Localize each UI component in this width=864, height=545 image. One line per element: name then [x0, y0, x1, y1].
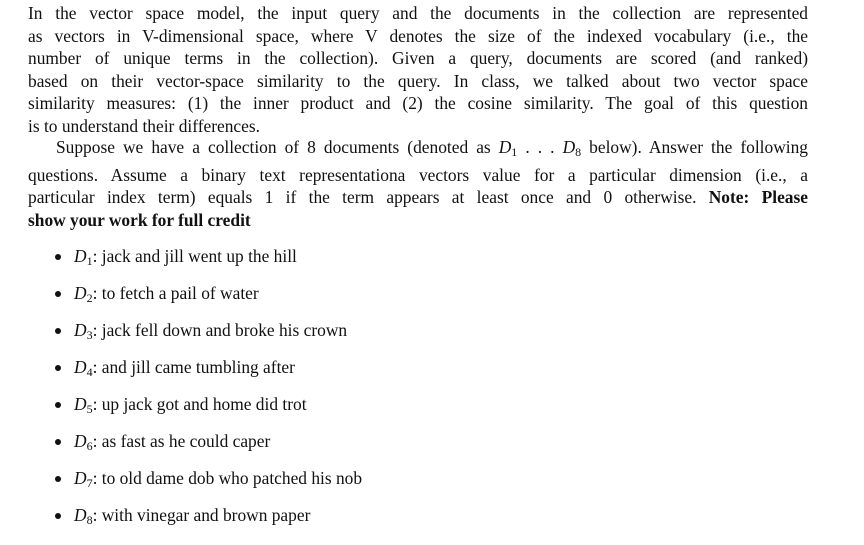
instructions-line — [28, 186, 808, 209]
bullet-icon — [55, 365, 61, 371]
doc-content: : with vinegar and brown paper — [92, 505, 311, 525]
intro-paragraph — [28, 2, 808, 138]
instructions-line — [28, 136, 808, 164]
intro-line: as vectors in V-dimensional space, where V denotes the size of the indexed vocabulary (i.e., the — [28, 25, 808, 46]
doc-content: : to old dame dob who patched his nob — [92, 468, 363, 488]
instructions-line: questions. Assume a binary text representationa vectors value for a particular dimension (i.e., a — [28, 164, 808, 185]
instructions-paragraph — [28, 136, 808, 231]
instructions-text: particular index term) equals 1 if the term appears at least once and 0 otherwise. — [28, 187, 709, 208]
math-d-start: $D_1$ — [498, 137, 518, 159]
doc-label: $D_8$ — [74, 505, 93, 527]
ellipsis: . . . — [517, 137, 563, 157]
note-text: show your work for full credit — [28, 209, 251, 230]
doc-label: $D_7$ — [74, 468, 93, 490]
instructions-text: below). Answer the following — [581, 137, 808, 157]
instructions-text: Suppose we have a collection of 8 documents (denoted as — [56, 137, 499, 157]
bullet-icon — [55, 254, 61, 260]
doc-content: : to fetch a pail of water — [92, 283, 259, 303]
math-d-end: $D_8$ — [562, 137, 582, 159]
doc-label: $D_6$ — [74, 431, 93, 453]
doc-label: $D_5$ — [74, 394, 93, 416]
bullet-icon — [55, 476, 61, 482]
intro-line: In the vector space model, the input query and the documents in the collection are represented — [28, 3, 808, 23]
doc-content: : up jack got and home did trot — [92, 394, 307, 414]
doc-content: : as fast as he could caper — [92, 431, 271, 451]
doc-content: : jack and jill went up the hill — [92, 246, 297, 266]
doc-label: $D_4$ — [74, 357, 93, 379]
bullet-icon — [55, 291, 61, 297]
doc-label: $D_3$ — [74, 320, 93, 342]
doc-content: : and jill came tumbling after — [92, 357, 295, 377]
bullet-icon — [55, 328, 61, 334]
intro-line: number of unique terms in the collection). Given a query, documents are scored (and ranked) — [28, 48, 808, 69]
intro-line: similarity measures: (1) the inner product and (2) the cosine similarity. The goal of this question — [28, 93, 808, 114]
doc-label: $D_1$ — [74, 246, 93, 268]
intro-line: based on their vector-space similarity to the query. In class, we talked about two vector space — [28, 70, 808, 91]
bullet-icon — [55, 402, 61, 408]
bullet-icon — [55, 439, 61, 445]
doc-label: $D_2$ — [74, 283, 93, 305]
instructions-line — [28, 209, 808, 232]
doc-content: : jack fell down and broke his crown — [92, 320, 348, 340]
bullet-icon — [55, 513, 61, 519]
intro-line: is to understand their differences. — [28, 115, 260, 136]
note-label: Note: Please — [708, 187, 808, 208]
